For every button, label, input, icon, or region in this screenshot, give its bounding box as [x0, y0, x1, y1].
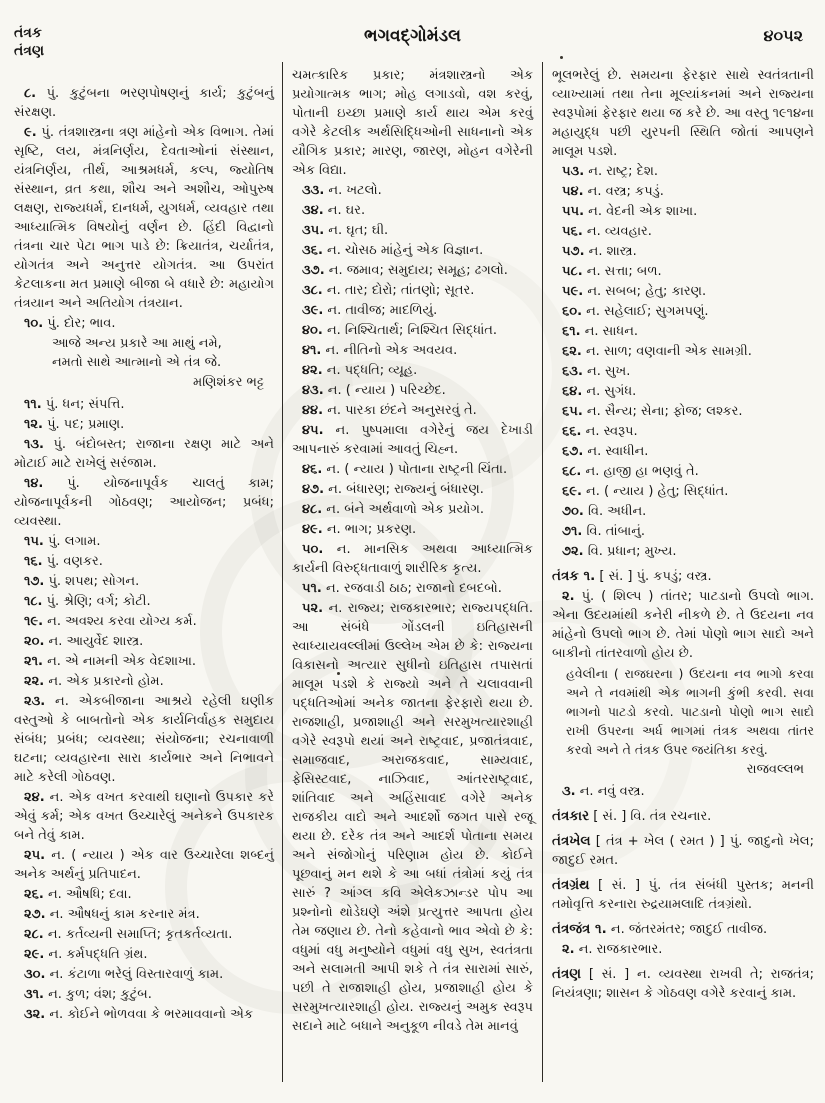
sense-number: ૧૫.: [24, 534, 44, 549]
sense-number: ૨૩.: [24, 694, 46, 709]
sense-number: ૪૫.: [302, 423, 324, 438]
headword-entry: તંત્રકાર [ સં. ] વિ. તંત્ર રચનાર.: [552, 808, 712, 824]
sense-number: ૭૦.: [562, 504, 584, 519]
dictionary-sense: ૨૮. ન. કર્તવ્યની સમાપ્તિ; કૃતકર્તવ્યતા.: [24, 927, 233, 942]
dictionary-sense: ૬૧. ન. સાધન.: [562, 324, 639, 339]
text-columns: [8, 62, 818, 1082]
sense-number: ૧૭.: [24, 574, 45, 589]
headword-entry: તંત્રજંત્ર ૧. ન. જંતરમંતર; જાદુઈ તાવીજ.: [552, 921, 768, 937]
attribution: રાજવલ્લભ: [746, 762, 804, 777]
sense-number: ૨૮.: [24, 927, 44, 942]
dictionary-sense: ૧૨. પું. પદ; પ્રમાણ.: [24, 417, 125, 432]
column-middle: [282, 62, 543, 1082]
dictionary-sense: ૧૯. ન. અવશ્ય કરવા યોગ્ય કર્મ.: [24, 614, 197, 629]
sense-number: ૭૧.: [562, 524, 583, 539]
dictionary-sense: ૧૬. પું. વણકર.: [24, 554, 103, 569]
sense-number: ૨.: [562, 589, 575, 604]
running-head-word-last: તંત્રણ: [14, 43, 45, 59]
sense-number: ૪૭.: [302, 482, 325, 497]
dictionary-sense: ૩૯. ન. તાવીજ; માદળિયું.: [302, 303, 438, 318]
dictionary-sense: ૭૨. વિ. પ્રધાન; મુખ્ય.: [562, 544, 677, 559]
dictionary-sense: ૬૮. ન. હાજી હા ભણવું તે.: [562, 464, 699, 479]
sense-number: ૫૨.: [302, 601, 324, 616]
dictionary-sense: ૩૨. ન. કોઈને ભોળવવા કે ભરમાવવાનો એક: [24, 1007, 254, 1022]
dictionary-sense: ૪૦. ન. નિશ્ચિતાર્થ; નિશ્ચિત સિદ્ધાંત.: [302, 323, 498, 338]
dictionary-sense: ૪૯. ન. ભાગ; પ્રકરણ.: [302, 522, 417, 537]
sense-number: ૭૨.: [562, 544, 584, 559]
dictionary-sense: ૨. ન. રાજકારભાર.: [562, 942, 663, 957]
sense-number: ૪૨.: [302, 363, 323, 378]
sense-number: ૬૨.: [562, 344, 582, 359]
dictionary-sense: ૧૫. પું. લગામ.: [24, 534, 101, 549]
dictionary-sense: ૩૫. ન. ઘૃત; ઘી.: [302, 223, 389, 238]
dictionary-sense: ૨૯. ન. કર્મપદ્ધતિ ગ્રંથ.: [24, 947, 148, 962]
sense-number: ૫૩.: [562, 164, 585, 179]
dictionary-sense: ૧૦. પું. દોર; ભાવ.: [24, 316, 116, 331]
sense-number: ૯.: [24, 125, 37, 140]
quote-paragraph: હવેલીના ( રાજઘરના ) ઉદયના નવ ભાગો કરવા અને તે નવમાંથી એક ભાગની કુંભી કરવી. સવા ભાગનો પાટડો કરવો. પાટડાનો પોણો ભાગ સાદો રાખી ઉપરના અર્ધ ભાગમાં તંત્રક અથવા તાંતર કરવો અને તે તંત્રક ઉપર જયંતિકા કરવું.: [566, 666, 814, 757]
headword: તંત્રજંત્ર ૧.: [552, 921, 607, 937]
dictionary-sense: ૪૮. ન. બંને અર્થવાળો એક પ્રયોગ.: [302, 502, 484, 517]
sense-number: ૪૯.: [302, 522, 323, 537]
dictionary-sense: ૯. પું. તંત્રશાસ્ત્રના ત્રણ માંહેનો એક વિભાગ. તેમાં સૃષ્ટિ, લય, મંત્રનિર્ણય, દેવતાઓનાં સંસ્થાન, યંત્રનિર્ણય, તીર્થ, આશ્રમધર્મ, કલ્પ, જ્યોતિષ સંસ્થાન, વ્રત કથા, શૌચ અને અશૌચ, ઓપુરુષ લક્ષણ, રાજ્યધર્મ, દાનધર્મ, યુગધર્મ, વ્યવહાર તથા આધ્યાત્મિક વિષયોનું વર્ણન છે. હિંદી વિદ્વાનો તંત્રના ચાર પેટા ભાગ પાડે છે: ક્રિયાતંત્ર, ચર્યાતંત્ર, યોગતંત્ર અને અનુત્તર યોગતંત્ર. આ ઉપરાંત કેટલાકના મત પ્રમાણે બીજા બે વધારે છે: મહાયોગ તંત્રયાન અને અતિયોગ તંત્રયાન.: [14, 125, 274, 311]
verse-line: આજે અન્ય પ્રકારે આ માથું નમે,: [52, 336, 222, 351]
sense-number: ૫૪.: [562, 184, 584, 199]
sense-number: ૨૬.: [24, 887, 44, 902]
dictionary-sense: ૪૪. ન. પારકા છંદને અનુસરવું તે.: [302, 403, 477, 418]
dictionary-sense: ૩૪. ન. ઘર.: [302, 203, 366, 218]
dictionary-sense: ૧૩. પું. બંદોબસ્ત; રાજાના રક્ષણ માટે અને મોટાઈ માટે રાખેલું સરંજામ.: [14, 437, 274, 471]
sense-number: ૨૦.: [24, 634, 45, 649]
dictionary-sense: ૫૮. ન. સત્તા; બળ.: [562, 264, 662, 279]
sense-number: ૩૨.: [24, 1007, 46, 1022]
sense-number: ૩૦.: [24, 967, 46, 982]
continuation-paragraph: ભૂલભરેલું છે. સમયના ફેરફાર સાથે સ્વતંત્રતાની વ્યાખ્યામાં તથા તેના મૂલ્યાંકનમાં અને રાજ્યના સ્વરૂપોમાં ફેરફાર થયા જ કરે છે. આ વસ્તુ ૧૯૧૪ના મહાયુદ્ધ પછી યુરપની સ્થિતિ જોતાં આપણને માલૂમ પડશે.: [552, 68, 814, 159]
dictionary-sense: ૩૮. ન. તાર; દોરો; તાંતણો; સૂતર.: [302, 283, 475, 298]
dictionary-sense: ૫૯. ન. સબબ; હેતુ; કારણ.: [562, 284, 707, 299]
sense-number: ૬૯.: [562, 484, 582, 499]
dictionary-sense: ૨૦. ન. આયુર્વેદ શાસ્ત્ર.: [24, 634, 144, 649]
sense-number: ૧૨.: [24, 417, 43, 432]
sense-number: ૧૩.: [24, 437, 44, 452]
dictionary-sense: ૫૪. ન. વસ્ત્ર; કપડું.: [562, 184, 664, 199]
headword-entry: તંત્રગ્રંથ [ સં. ] પું. તંત્ર સંબંધી પુસ્તક; મનની તમોવૃત્તિ કરનારા રુદ્રયામલાદિ તંત્રગ્રંથો.: [552, 877, 814, 912]
dictionary-sense: ૫૧. ન. રજવાડી ઠાઠ; રાજાનો દબદબો.: [302, 581, 502, 596]
dictionary-sense: ૬૬. ન. સ્વરૂપ.: [562, 424, 638, 439]
dictionary-sense: ૧૧. પું. ધન; સંપત્તિ.: [24, 397, 125, 412]
dictionary-sense: ૩. ન. નવું વસ્ત્ર.: [562, 784, 645, 799]
dictionary-sense: ૪૬. ન. ( ન્યાય ) પોતાના રાષ્ટ્રની ચિંતા.: [302, 462, 508, 477]
sense-number: ૫૮.: [562, 264, 583, 279]
sense-number: ૬૪.: [562, 384, 583, 399]
dictionary-sense: ૧૪. પું. યોજનાપૂર્વક ચાલતું કામ; યોજનાપૂર્વકની ગોઠવણ; આયોજન; પ્રબંધ; વ્યવસ્થા.: [14, 476, 274, 529]
sense-number: ૫૦.: [302, 542, 324, 557]
sense-number: ૪૩.: [302, 383, 324, 398]
sense-number: ૩૭.: [302, 263, 325, 278]
dictionary-sense: ૬૫. ન. સૈન્ય; સેના; ફોજ; લશ્કર.: [562, 404, 743, 419]
sense-number: ૨૪.: [24, 790, 45, 805]
sense-number: ૧૧.: [24, 397, 42, 412]
dictionary-sense: ૩૩. ન. ખટલો.: [302, 183, 382, 198]
dictionary-sense: ૬૪. ન. સુગંધ.: [562, 384, 637, 399]
sense-number: ૪૧.: [302, 343, 322, 358]
dictionary-sense: ૨૭. ન. ઔષધનું કામ કરનાર મંત્ર.: [24, 907, 200, 922]
headword-entry: તંત્રક ૧. [ સં. ] પું. કપડું; વસ્ત્ર.: [552, 568, 712, 584]
continuation-paragraph: ચમત્કારિક પ્રકાર; મંત્રશાસ્ત્રનો એક પ્રયોગાત્મક ભાગ; મોહ લગાડવો, વશ કરવું, પોતાની ઇચ્છા પ્રમાણે કાર્ય થાય એમ કરવું વગેરે કેટલીક અર્થસિદ્ધિઓની સાધનાનો એક યૌગિક પ્રકાર; મારણ, જારણ, મોહન વગેરેની એક વિદ્યા.: [292, 68, 533, 178]
sense-number: ૩૫.: [302, 223, 325, 238]
dictionary-sense: ૨૧. ન. એ નામની એક વેદશાખા.: [24, 654, 197, 669]
headword: તંત્રકાર: [552, 808, 590, 824]
running-head-word-first: તંત્રક: [14, 25, 42, 41]
sense-number: ૧૬.: [24, 554, 43, 569]
dictionary-sense: ૨૫. ન. ( ન્યાય ) એક વાર ઉચ્ચારેલા શબ્દનું અનેક અર્થનું પ્રતિપાદન.: [14, 848, 274, 882]
column-left: [8, 62, 282, 1082]
sense-number: ૨૭.: [24, 907, 46, 922]
dictionary-sense: ૬૨. ન. સાળ; વણવાની એક સામગ્રી.: [562, 344, 752, 359]
sense-number: ૬૦.: [562, 304, 583, 319]
sense-number: ૬૫.: [562, 404, 583, 419]
dictionary-sense: ૫૭. ન. શાસ્ત્ર.: [562, 244, 637, 259]
dictionary-sense: ૨. પું. ( શિલ્પ ) તાંતર; પાટડાનો ઉપલો ભાગ. એના ઉદયમાંથી કનેરી નીકળે છે. તે ઉદયના નવ માંહેનો ઉપલો ભાગ છે. તેમાં પોણો ભાગ સાદો અને બાકીનો તાંતરવાળો હોય છે.: [552, 589, 814, 661]
sense-number: ૪૮.: [302, 502, 323, 517]
sense-number: ૧૦.: [24, 316, 44, 331]
sense-number: ૩૧.: [24, 987, 44, 1002]
sense-number: ૩૮.: [302, 283, 323, 298]
dictionary-sense: ૬૯. ન. ( ન્યાય ) હેતુ; સિદ્ધાંત.: [562, 484, 729, 499]
dictionary-sense: ૫૨. ન. રાજ્ય; રાજકારભાર; રાજ્યપદ્ધતિ. આ સંબંધે ગોંડલની ઇતિહાસની સ્વાધ્યાયવલ્લીમાં ઉલ્લેખ એમ છે કે: રાજ્યના વિકાસનો અત્યાર સુધીનો ઇતિહાસ તપાસતાં માલૂમ પડશે કે રાજ્યો અને તે ચલાવવાની પદ્ધતિઓમાં અનેક જાતના ફેરફારો થયા છે. રાજશાહી, પ્રજાશાહી અને સરમુખત્યારશાહી વગેરે સ્વરૂપો થયાં અને રાષ્ટ્રવાદ, પ્રજાતંત્રવાદ, સમાજવાદ, અરાજકવાદ, સામ્યવાદ, ફેસિસ્ટવાદ, નાઝિવાદ, આંતરરાષ્ટ્રવાદ, શાંતિવાદ અને અહિંસાવાદ વગેરે અનેક રાજકીય વાદો અને આદર્શો જગત પાસે રજૂ થયા છે. દરેક તંત્ર અને આદર્શ પોતાના સમય અને સંજોગોનું પરિણામ હોય છે. કોઈને પૂછવાનું મન થશે કે આ બધાં તંત્રોમાં કયું તંત્ર સારું ? આંગ્લ કવિ એલેકઝાન્ડર પોપ આ પ્રશ્નોનો થોડેઘણે અંશે પ્રત્યુત્તર આપતા હોય તેમ જણાય છે. તેનો કહેવાનો ભાવ એવો છે કે: વધુમાં વધુ મનુષ્યોને વધુમાં વધુ સુખ, સ્વતંત્રતા અને સલામતી આપી શકે તે તંત્ર સારામાં સારું, પછી તે રાજાશાહી હોય, પ્રજાશાહી હોય કે સરમુખત્યારશાહી હોય. રાજ્યનું અમુક સ્વરૂપ સદાને માટે બધાને અનુકૂળ નીવડે તેમ માનવું: [292, 601, 533, 1034]
dictionary-sense: ૨૬. ન. ઔષધિ; દવા.: [24, 887, 132, 902]
dictionary-sense: ૨૩. ન. એકબીજાના આશ્રયે રહેલી ઘણીક વસ્તુઓ કે બાબતોનો એક કાર્યનિર્વાહક સમુદાય સંબંધ; પ્રબંધ; વ્યવસ્થા; સંયોજના; રચનાવાળી ઘટના; વ્યવહારના સારા કાર્યભાર અને નિભાવને માટે કરેલી ગોઠવણ.: [14, 694, 274, 785]
dictionary-sense: ૨૪. ન. એક વખત કરવાથી ઘણાનો ઉપકાર કરે એવું કર્મ; એક વખત ઉચ્ચારેલું અનેકને ઉપકારક બને તેવું કામ.: [14, 790, 274, 843]
dictionary-sense: ૬૭. ન. સ્વાધીન.: [562, 444, 649, 459]
sense-number: ૬૧.: [562, 324, 581, 339]
sense-number: ૬૬.: [562, 424, 582, 439]
dictionary-sense: ૬૩. ન. સુખ.: [562, 364, 631, 379]
headword: તંત્રખેલ: [552, 833, 591, 849]
sense-number: ૧૪.: [24, 476, 44, 491]
verse-quote: [52, 334, 274, 372]
sense-number: ૨૫.: [24, 848, 46, 863]
dictionary-sense: ૩૬. ન. ચોસઠ માંહેનું એક વિજ્ઞાન.: [302, 243, 484, 258]
dictionary-sense: ૪૩. ન. ( ન્યાય ) પરિચ્છેદ.: [302, 383, 446, 398]
headword-entry: તંત્રખેલ [ તંત્ર + ખેલ ( રમત ) ] પું. જાદુનો ખેલ; જાદુઈ રમત.: [552, 833, 814, 868]
sense-number: ૧૮.: [24, 594, 43, 609]
sense-number: ૨૧.: [24, 654, 43, 669]
dictionary-sense: ૩૭. ન. જમાવ; સમુદાય; સમૂહ; ઢગલો.: [302, 263, 508, 278]
sense-number: ૮.: [24, 86, 37, 101]
dictionary-sense: ૬૦. ન. સહેલાઈ; સુગમપણું.: [562, 304, 709, 319]
sense-number: ૪૪.: [302, 403, 324, 418]
sense-number: ૨૨.: [24, 674, 45, 689]
column-right: [543, 62, 818, 1082]
dictionary-sense: ૧૭. પું. શપથ; સોગન.: [24, 574, 140, 589]
dictionary-sense: ૩૧. ન. કુળ; વંશ; કુટુંબ.: [24, 987, 152, 1002]
sense-number: ૫૫.: [562, 204, 585, 219]
dictionary-sense: ૪૨. ન. પદ્ધતિ; વ્યૂહ.: [302, 363, 418, 378]
headword: તંત્રક ૧.: [552, 568, 596, 584]
sense-number: ૩૬.: [302, 243, 323, 258]
dictionary-sense: ૫૬. ન. વ્યવહાર.: [562, 224, 652, 239]
sense-number: ૫૭.: [562, 244, 585, 259]
headword: તંત્રણ: [552, 966, 582, 982]
headword: તંત્રગ્રંથ: [552, 877, 590, 893]
dictionary-sense: ૫૫. ન. વેદની એક શાખા.: [562, 204, 698, 219]
dictionary-sense: ૪૭. ન. બંધારણ; રાજ્યનું બંધારણ.: [302, 482, 484, 497]
sense-number: ૩૯.: [302, 303, 324, 318]
page-number: ૪૦૫૨: [763, 26, 803, 45]
sense-number: ૫૯.: [562, 284, 584, 299]
sense-number: ૩૪.: [302, 203, 324, 218]
dictionary-sense: ૫૩. ન. રાષ્ટ્ર; દેશ.: [562, 164, 659, 179]
dictionary-sense: ૮. પું. કુટુંબના ભરણપોષણનું કાર્ય; કુટુંબનું સંરક્ષણ.: [14, 86, 274, 120]
dictionary-sense: ૫૦. ન. માનસિક અથવા આધ્યાત્મિક કાર્યની વિરુદ્ધતાવાળું શારીરિક કૃત્ય.: [292, 542, 533, 576]
sense-number: ૫૧.: [302, 581, 322, 596]
sense-number: ૨.: [562, 942, 575, 957]
dictionary-sense: ૨૨. ન. એક પ્રકારનો હોમ.: [24, 674, 164, 689]
sense-number: ૨૯.: [24, 947, 45, 962]
sense-number: ૧૯.: [24, 614, 44, 629]
dictionary-sense: ૪૧. ન. નીતિનો એક અવયવ.: [302, 343, 458, 358]
dictionary-sense: ૩૦. ન. કંટાળા ભરેલું વિસ્તારવાળું કામ.: [24, 967, 224, 982]
dictionary-sense: ૧૮. પું. શ્રેણિ; વર્ગ; કોટી.: [24, 594, 151, 609]
verse-line: નમતો સાથે આત્માનો એ તંત્ર જે.: [52, 355, 222, 370]
dictionary-sense: ૭૦. વિ. અધીન.: [562, 504, 647, 519]
scan-speck: [560, 56, 563, 59]
sense-number: ૬૮.: [562, 464, 582, 479]
page-title: ભગવદ્ગોમંડલ: [364, 26, 461, 46]
sense-number: ૪૦.: [302, 323, 323, 338]
sense-number: ૬૭.: [562, 444, 584, 459]
dictionary-sense: ૭૧. વિ. તાંબાનું.: [562, 524, 646, 539]
attribution: મણિશંકર ભટ્ટ: [193, 375, 264, 390]
headword-entry: તંત્રણ [ સં. ] ન. વ્યવસ્થા રાખવી તે; રાજતંત્ર; નિયંત્રણા; શાસન કે ગોઠવણ વગેરે કરવાનું કામ.: [552, 966, 814, 1001]
sense-number: ૬૩.: [562, 364, 583, 379]
sense-number: ૫૬.: [562, 224, 583, 239]
sense-number: ૩.: [562, 784, 576, 799]
sense-number: ૩૩.: [302, 183, 325, 198]
dictionary-sense: ૪૫. ન. પુષ્પમાલા વગેરેનું જય દેખાડી આપનારું કરવામાં આવતું ચિહ્ન.: [292, 423, 533, 457]
sense-number: ૪૬.: [302, 462, 323, 477]
